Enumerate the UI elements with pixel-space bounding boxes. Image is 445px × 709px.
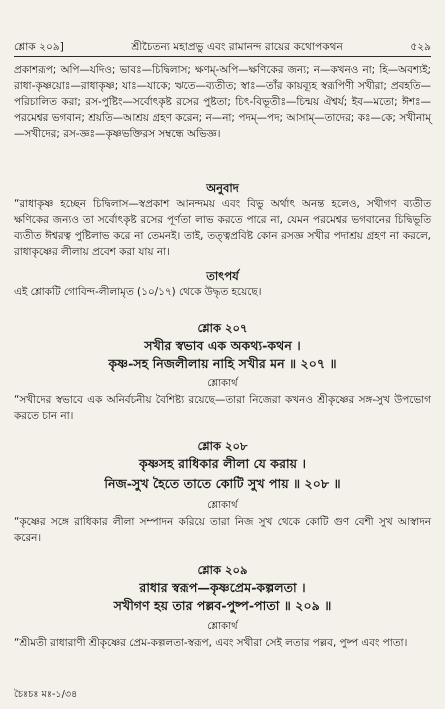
purport-heading: তাৎপর্য <box>206 269 239 283</box>
verse-209-translation-heading: শ্লোকার্থ <box>207 621 238 632</box>
verse-209-heading: শ্লোক ২০৯ <box>197 563 248 577</box>
verse-208-translation-heading: শ্লোকার্থ <box>207 500 238 511</box>
verse-209-translation: “শ্রীমতী রাধারাণী শ্রীকৃষ্ণের প্রেম-কল্পলতা-স্বরূপ, এবং সখীরা সেই লতার পল্লব, পুষ্প এবং পাতা। <box>14 637 408 649</box>
header-title: শ্রীচৈতন্য মহাপ্রভু এবং রামানন্দ রায়ের কথোপকথন <box>131 41 343 53</box>
page-header <box>14 40 431 57</box>
verse-208-translation: “কৃষ্ণের সঙ্গে রাধিকার লীলা সম্পাদন করিয়ে তারা নিজ সুখ থেকে কোটি গুণ বেশী সুখ আস্বাদন করেন। <box>14 516 431 544</box>
page-number: ৫২৯ <box>410 41 431 53</box>
purport-paragraph: এই শ্লোকটি গোবিন্দ-লীলামৃত (১০/১৭) থেকে উদ্ধৃত হয়েছে। <box>14 286 262 298</box>
verse-208-line-2: নিজ-সুখ হৈতে তাতে কোটি সুখ পায় ॥ ২০৮ ॥ <box>104 476 341 491</box>
header-verse-range: শ্লোক ২০৯] <box>14 41 64 53</box>
page-footer-signature: চৈঃচঃ মঃ-১/৩৪ <box>14 689 78 700</box>
verse-209-line-1: রাধার স্বরূপ—কৃষ্ণপ্রেম-কল্পলতা । <box>139 580 306 595</box>
verse-207-line-1: সখীর স্বভাব এক অকথ্য-কথন । <box>144 338 301 353</box>
translation-paragraph: “রাধাকৃষ্ণ হচ্ছেন চিদ্বিলাস—স্বপ্রকাশ আনন্দময় এবং বিভু অর্থাৎ অনন্ত হলেও, সখীগণ ব্যতীত ক্ষণিকের জন্যও তা সর্বোৎকৃষ্ট রসের পূর্ণতা লাভ করতে পারে না, যেমন পরমেশ্বর ভগবানের চিদ্বিভূতি ব্যতীত ঈশ্বরত্ব পুষ্টিলাভ করে না তেমনই। তাই, তত্ত্বপ্রবিষ্ট কোন রসজ্ঞ সখীর পদাশ্রয় গ্রহণ না করলে, রাধাকৃষ্ণের লীলায় প্রবেশ করা যায় না। <box>14 198 431 258</box>
verse-208-line-1: কৃষ্ণসহ রাধিকার লীলা যে করায় । <box>139 456 306 471</box>
verse-207-line-2: কৃষ্ণ-সহ নিজলীলায় নাহি সখীর মন ॥ ২০৭ ॥ <box>108 356 337 371</box>
word-meaning-paragraph: প্রকাশরূপ; অপি—যদিও; ভাবঃ—চিদ্বিলাস; ক্ষণম্-অপি—ক্ষণিকের জন্য; ন—কখনও না; হি—অবশ্যই; রাধা-কৃষ্ণয়োঃ—রাধাকৃষ্ণ; যাঃ—যাকে; ঋতে—ব্যতীত; স্বাঃ—তাঁর কায়ব্যূহ স্বরূপিণী সখীরা; প্রবহতি—পরিচালিত করা; রস-পুষ্টিং—সর্বোৎকৃষ্ট রসের পুষ্টতা; চিৎ-বিভূতীঃ—চিন্ময় ঐশ্বর্য; ইব—মতো; ঈশঃ—পরমেশ্বর ভগবান; শ্রয়তি—আশ্রয় গ্রহণ করেন; ন—না; পদম্—পদ; আসাম্—তাদের; কঃ—কে; সখীনাম্—সখীদের; রস-জ্ঞঃ—কৃষ্ণভক্তিরস সম্বন্ধে অভিজ্ঞ। <box>14 64 431 140</box>
verse-207-heading: শ্লোক ২০৭ <box>197 321 248 335</box>
verse-207-translation-heading: শ্লোকার্থ <box>207 378 238 389</box>
verse-207-translation: “সখীদের স্বভাবে এক অনির্বচনীয় বৈশিষ্ট্য রয়েছে—তারা নিজেরা কখনও শ্রীকৃষ্ণের সঙ্গ-সুখ উপভোগ করতে চান না। <box>14 394 431 422</box>
verse-209-line-2: সখীগণ হয় তার পল্লব-পুষ্প-পাতা ॥ ২০৯ ॥ <box>113 598 332 613</box>
translation-heading: অনুবাদ <box>206 181 239 195</box>
header-rule <box>14 56 431 57</box>
verse-208-heading: শ্লোক ২০৮ <box>197 439 248 453</box>
